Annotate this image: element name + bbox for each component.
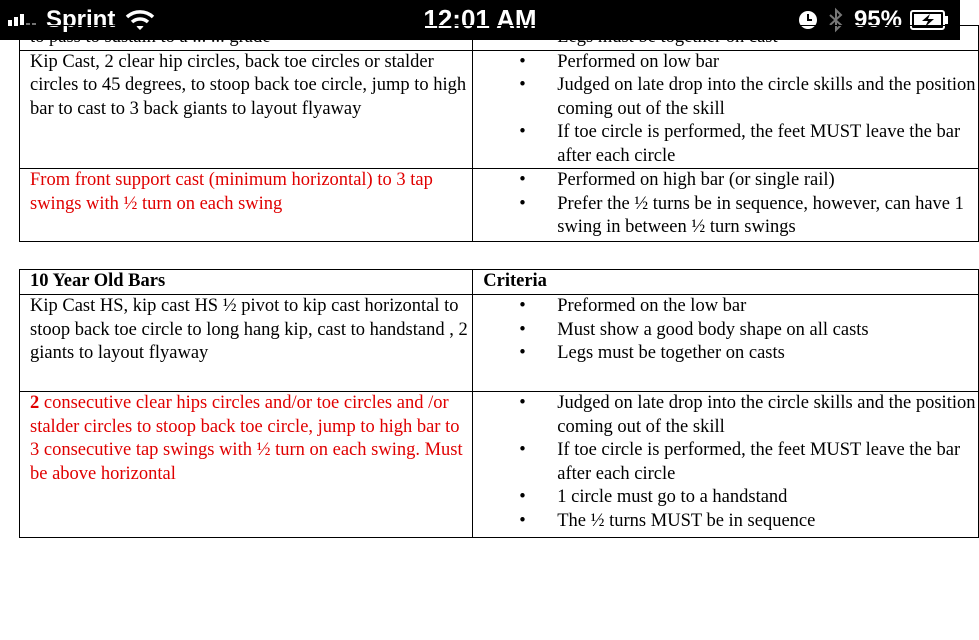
clock-time: 12:01 AM <box>423 4 537 34</box>
list-item: • Must show a good body shape on all casts <box>473 319 978 343</box>
skill-cell <box>20 50 473 169</box>
table-cell <box>20 26 473 51</box>
document-page <box>0 27 976 640</box>
skill-text: From front support cast (minimum horizontal) to 3 tap swings with ½ turn on each swing <box>30 170 433 214</box>
ten-year-old-bars-table <box>19 269 979 538</box>
criteria-cell <box>473 392 979 538</box>
carrier-name: Sprint <box>46 6 116 33</box>
table-row <box>20 26 979 51</box>
header-cell <box>473 270 979 295</box>
table-row <box>20 50 979 169</box>
list-item: • If toe circle is performed, the feet MUST leave the bar after each circle <box>473 439 978 486</box>
list-item: • Performed on low bar <box>473 51 978 75</box>
table-row <box>20 169 979 242</box>
skill-text: Kip Cast HS, kip cast HS ½ pivot to kip cast horizontal to stoop back toe circle to long hang kip, cast to handstand , 2 giants to layout flyaway <box>30 296 468 363</box>
count-number: 2 <box>30 393 40 413</box>
list-item: • 1 circle must go to a handstand <box>473 486 978 510</box>
criteria-heading: Criteria <box>483 271 547 291</box>
skill-text: consecutive clear hips circles and/or toe circles and /or stalder circles to stoop back toe circle, jump to high bar to 3 consecutive tap swings with ½ turn on each swing. Must be above horizontal <box>30 393 463 484</box>
table-header-row <box>20 270 979 295</box>
clipped-text: to pass to sustain to a ... ... grade <box>30 27 271 47</box>
table-row <box>20 392 979 538</box>
list-item: • Legs must be together on cast <box>473 26 978 50</box>
skill-cell <box>20 169 473 242</box>
table-row <box>20 295 979 392</box>
list-item: • Legs must be together on casts <box>473 342 978 366</box>
list-item: • Performed on high bar (or single rail) <box>473 169 978 193</box>
table-title: 10 Year Old Bars <box>30 271 166 291</box>
battery-percent: 95% <box>853 6 902 33</box>
skill-cell <box>20 295 473 392</box>
list-item: • If toe circle is performed, the feet MUST leave the bar after each circle <box>473 121 978 168</box>
skill-cell <box>20 392 473 538</box>
bars-table-previous <box>19 25 979 242</box>
criteria-cell <box>473 169 979 242</box>
list-item: • Judged on late drop into the circle skills and the position coming out of the skill <box>473 392 978 439</box>
list-item: • The ½ turns MUST be in sequence <box>473 510 978 534</box>
list-item: • Preformed on the low bar <box>473 295 978 319</box>
criteria-cell <box>473 50 979 169</box>
skill-text: Kip Cast, 2 clear hip circles, back toe circles or stalder circles to 45 degrees, to stoop back toe circle, jump to high bar to cast to 3 back giants to layout flyaway <box>30 51 467 119</box>
header-cell <box>20 270 473 295</box>
list-item: • Judged on late drop into the circle skills and the position coming out of the skill <box>473 74 978 121</box>
list-item: • Prefer the ½ turns be in sequence, however, can have 1 swing in between ½ turn swings <box>473 193 978 240</box>
criteria-cell <box>473 295 979 392</box>
table-cell <box>473 26 979 51</box>
